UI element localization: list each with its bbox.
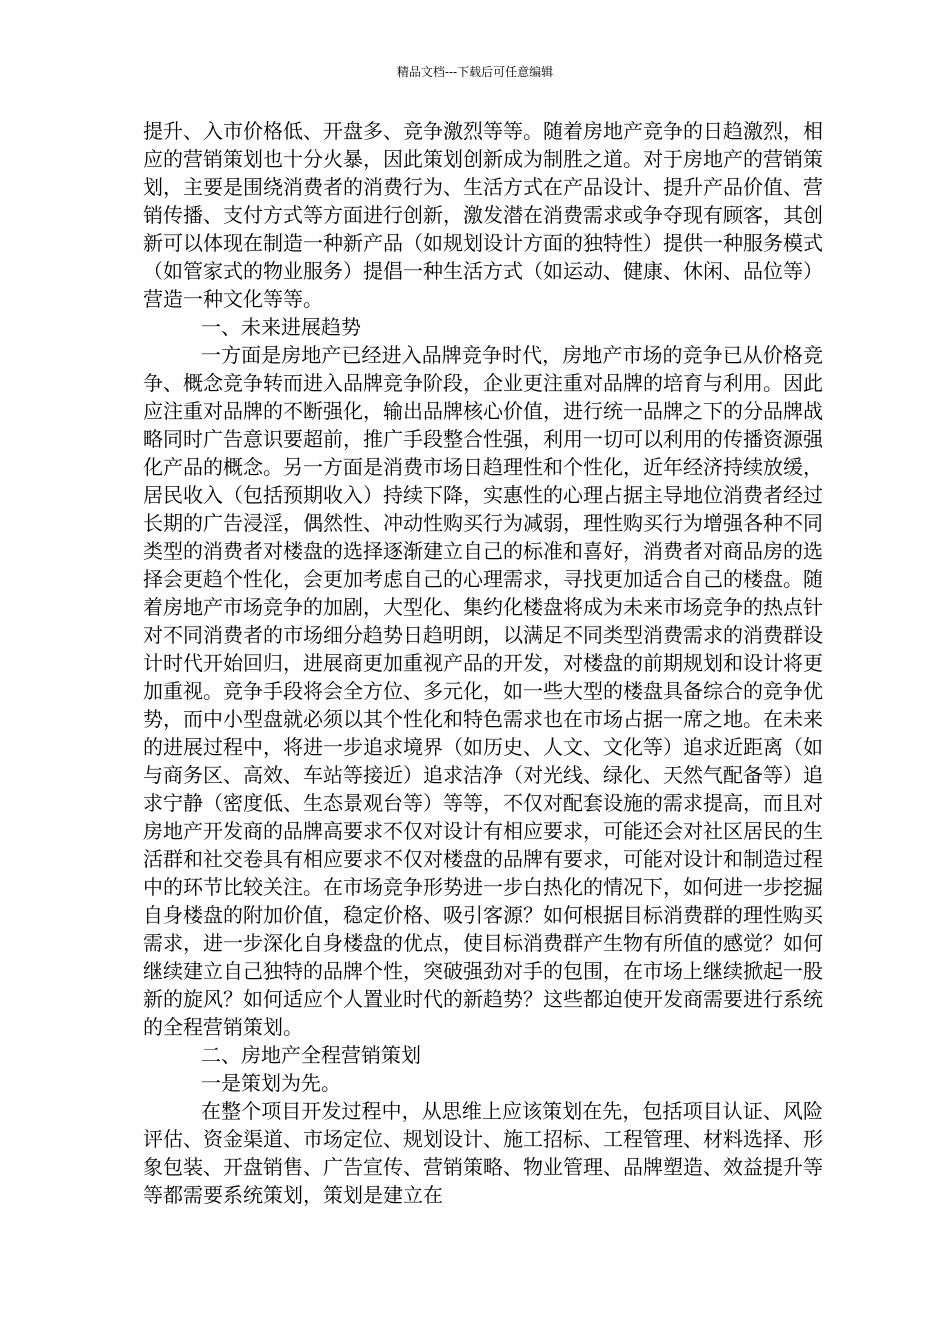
paragraph-planning-first: 在整个项目开发过程中，从思维上应该策划在先，包括项目认证、风险评估、资金渠道、市场定位、规划设计、施工招标、工程管理、材料选择、形象包装、开盘销售、广告宣传、营销策略、物业管理、品牌塑造、效益提升等等都需要系统策划，策划是建立在 <box>143 1099 823 1207</box>
section-heading-full-process-marketing: 二、房地产全程营销策划 <box>201 1043 421 1067</box>
paragraph-future-trends: 一方面是房地产已经进入品牌竞争时代，房地产市场的竞争已从价格竞争、概念竞争转而进入品牌竞争阶段，企业更注重对品牌的培育与利用。因此应注重对品牌的不断强化，输出品牌核心价值，进行统一品牌之下的分品牌战略同时广告意识要超前，推广手段整合性强，利用一切可以利用的传播资源强化产品的概念。另一方面是消费市场日趋理性和个性化，近年经济持续放缓，居民收入（包括预期收入）持续下降，实惠性的心理占据主导地位消费者经过长期的广告浸淫，偶然性、冲动性购买行为减弱，理性购买行为增强各种不同类型的消费者对楼盘的选择逐渐建立自己的标准和喜好，消费者对商品房的选择会更趋个性化，会更加考虑自己的心理需求，寻找更加适合自己的楼盘。随着房地产市场竞争的加剧，大型化、集约化楼盘将成为未来市场竞争的热点针对不同消费者的市场细分趋势日趋明朗，以满足不同类型消费需求的消费群设计时代开始回归，进展商更加重视产品的开发，对楼盘的前期规划和设计将更加重视。竞争手段将会全方位、多元化，如一些大型的楼盘具备综合的竞争优势，而中小型盘就必须以其个性化和特色需求也在市场占据一席之地。在未来的进展过程中，将进一步追求境界（如历史、人文、文化等）追求近距离（如与商务区、高效、车站等接近）追求洁净（对光线、绿化、天然气配备等）追求宁静（密度低、生态景观台等）等等，不仅对配套设施的需求提高，而且对房地产开发商的品牌高要求不仅对设计有相应要求，可能还会对社区居民的生活群和社交卷具有相应要求不仅对楼盘的品牌有要求，可能对设计和制造过程中的环节比较关注。在市场竞争形势进一步白热化的情况下，如何进一步挖掘自身楼盘的附加价值，稳定价格、吸引客源？如何根据目标消费群的理性购买需求，进一步深化自身楼盘的优点，使目标消费群产生物有所值的感觉？如何继续建立自己独特的品牌个性，突破强劲对手的包围，在市场上继续掀起一股新的旋风？如何适应个人置业时代的新趋势？这些都迫使开发商需要进行系统的全程营销策划。 <box>143 343 823 1039</box>
paragraph-intro: 提升、入市价格低、开盘多、竞争激烈等等。随着房地产竞争的日趋激烈，相应的营销策划也十分火暴，因此策划创新成为制胜之道。对于房地产的营销策划，主要是围绕消费者的消费行为、生活方式在产品设计、提升产品价值、营销传播、支付方式等方面进行创新，激发潜在消费需求或争夺现有顾客，其创新可以体现在制造一种新产品（如规划设计方面的独特性）提供一种服务模式（如管家式的物业服务）提倡一种生活方式（如运动、健康、休闲、品位等）营造一种文化等等。 <box>143 119 823 311</box>
document-body <box>143 117 823 1209</box>
page-header: 精品文档---下载后可任意编辑 <box>396 65 554 79</box>
subheading-planning-first: 一是策划为先。 <box>201 1071 341 1095</box>
section-heading-future-trends: 一、未来进展趋势 <box>201 315 361 339</box>
